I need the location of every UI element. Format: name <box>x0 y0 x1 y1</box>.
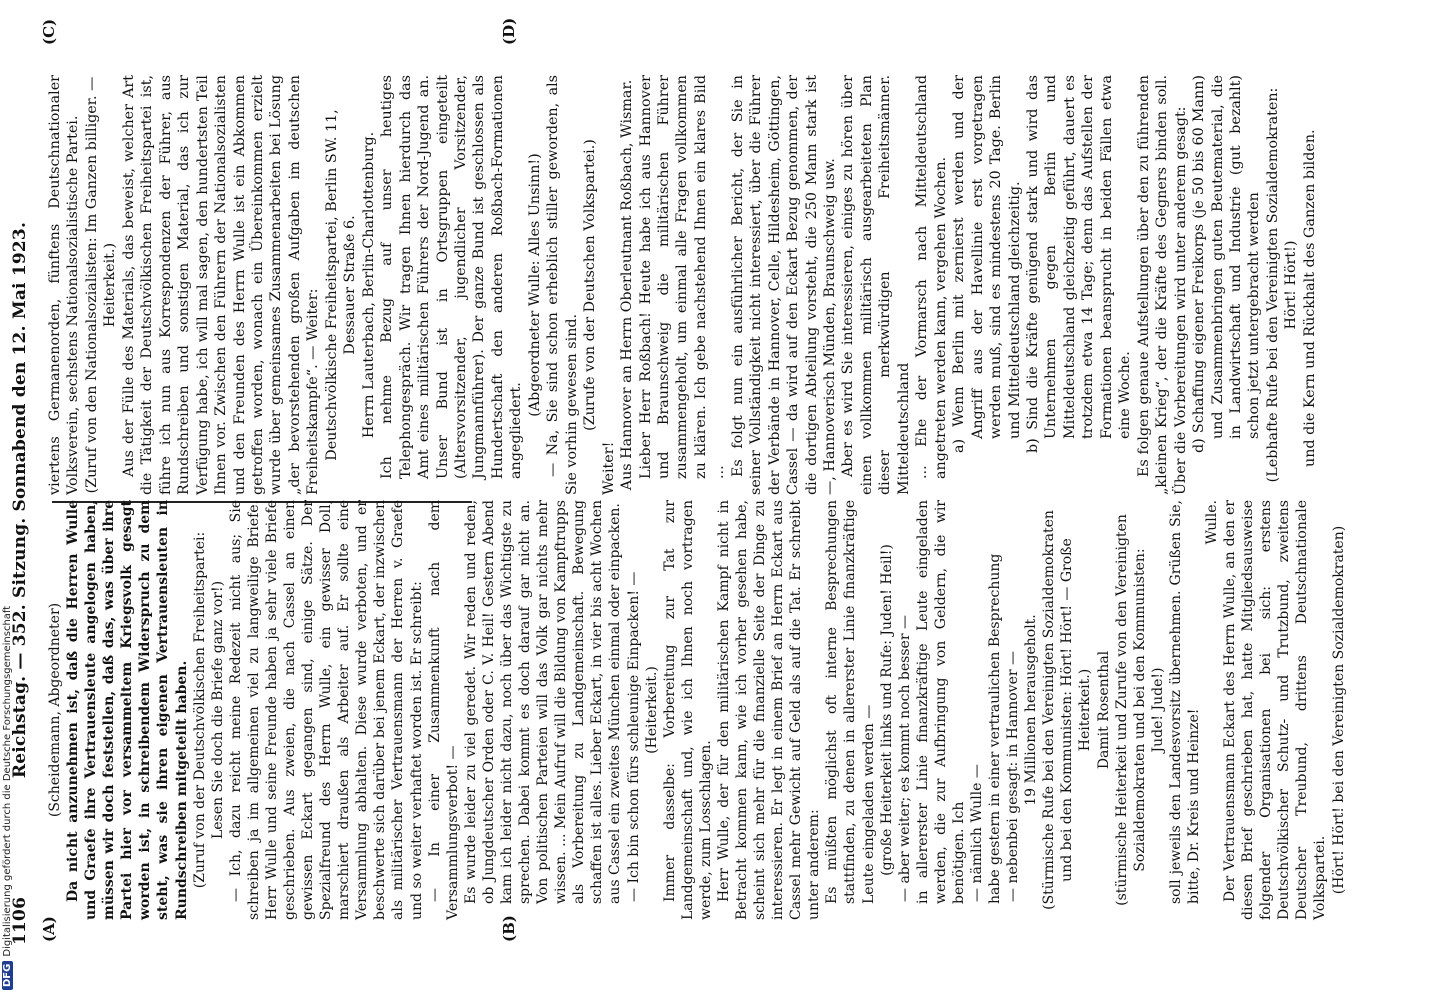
interjection: Lesen Sie doch die Briefe ganz vor!) <box>209 580 226 840</box>
speaker-line: (Scheidemann, Abgeordneter) <box>47 602 63 818</box>
paragraph: Aber es wird Sie interessieren, einiges zu hören über einen vollkommen militärisch ausgearbeiteten Plan dieser merkwürdigen Freiheitsmänner. Mitteldeutschland <box>840 75 912 495</box>
paragraph: — Ich, dazu reicht meine Redezeit nicht aus; Sie schreiben ja im allgemeinen viel zu langweilige Briefe. Herr Wulle und seine Freunde haben ja sehr viele Briefe geschrieben. Aus zweien, die nach Cassel an einen gewissen Eckart gegangen sind, einige Sätze. Der Spezialfreund des Herrn Wulle, ein gewisser Doll, marschiert draußen als Arbeiter auf. Er sollte eine Versammlung abhalten. Diese wurde verboten, und er beschwerte sich darüber bei jenem Eckart, der inzwischen als militärischer Vertrauensmann der Herren v. Graefe und so weiter verhaftet worden ist. Er schreibt: <box>227 500 425 920</box>
footer <box>2 0 16 990</box>
interjection: (Heiterkeit.) <box>643 666 660 754</box>
paragraph: und die Kern und Rückhalt des Ganzen bilden. <box>1301 129 1318 467</box>
paragraph: Es folgt nun ein ausführlicher Bericht, der Sie in seiner Vollständigkeit nicht interessiert, über die Führer der Verbände in Hannover, Celle, Hildesheim, Göttingen, Cassel — da wird auf den Eckart Bezug genommen, der die dortigen Abteilung vorsteht, die 250 Mann stark ist —, Hannoverisch Münden, Braunschweig usw. <box>729 75 839 495</box>
left-column <box>46 500 1348 920</box>
addressee: Aus Hannover an Herrn Oberleutnant Roßbach, Wismar. <box>619 79 636 491</box>
interjection: (Abgeordneter Wulle: Alles Unsinn!) <box>526 153 543 417</box>
interjection: (Stürmische Rufe bei den Vereinigten Sozialdemokraten und bei den Kommunisten: Hört! Hört! — Große Heiterkeit.) <box>1041 510 1094 910</box>
paragraph: — nebenbei gesagt: in Hannover — <box>1005 650 1022 902</box>
interjection: Jude! Jude!) <box>1149 667 1166 753</box>
paragraph: Immer dasselbe: Vorbereitung zur Tat zur Landgemeinschaft und, wie ich Ihnen noch vortragen werde, zum Losschlagen. <box>661 500 714 920</box>
margin-mark-a: (A) <box>40 916 58 942</box>
quote: Es wurde leider zu viel geredet. Wir reden und reden, ob Jungdeutscher Orden oder C. V. Heil! Gestern Abend kam ich leider nicht dazu, noch über das Wichtigste zu sprechen. Dabei kommt es doch darauf gar nicht an. Von politischen Parteien will das Volk gar nichts mehr wissen. ... Mein Aufruf will die Bildung von Kampftrupps als Vorbereitung zu Landgemeinschaft. Bewegung schaffen ist alles. Lieber Eckart, in vier bis acht Wochen aus Cassel ein zweites München einmal oder einpacken. <box>462 500 624 904</box>
quote: Lieber Herr Roßbach! Heute habe ich aus Hannover und Braunschweig die militärischen Führer zusammengeholt, um einmal alle Fragen vollkommen zu klären. Ich gebe nachstehend Ihnen ein klares Bild ... <box>637 75 728 479</box>
interjection: (Lebhafte Rufe bei den Vereinigten Sozialdemokraten: Hört! Hört!) <box>1264 87 1300 483</box>
paragraph: — In einer Zusammenkunft nach dem Versammlungsverbot! — <box>426 500 461 920</box>
margin-mark-c: (C) <box>40 18 58 45</box>
footer-text: Digitalisierung gefördert durch die Deutsche Forschungsgemeinschaft <box>2 605 13 957</box>
list-item: b) Sind die Kräfte genügend stark und wird das Unternehmen gegen Berlin und Mitteldeutschland gleichzeitig geführt, dauert es trotzdem etwa 14 Tage; denn das Aufstellen der Formationen beansprucht in beiden Fällen etwa eine Woche. <box>1025 75 1134 453</box>
paragraph: — Na, Sie sind schon erheblich stiller geworden, als Sie vorhin gewesen sind. <box>545 75 580 495</box>
page-title: Reichstag. — 352. Sitzung. Sonnabend den 12. Mai 1923. <box>10 221 30 779</box>
paragraph: Der Vertrauensmann Eckart des Herrn Wulle, an den er diesen Brief geschrieben hat, hatte Mitgliedsausweise folgender Organisationen bei sich: erstens Deutschvölkischer Schutz- und Trutzbund, zweitens Deutscher Treubund, drittens Deutschnationale Volkspartei. <box>1222 500 1329 920</box>
margin-mark-b: (B) <box>500 915 518 942</box>
interjection: (große Heiterkeit links und Rufe: Juden! Heil!) <box>878 544 895 876</box>
interjection: (Zurufe von der Deutschen Volkspartei.) <box>582 139 599 431</box>
paragraph: Aus der Fülle des Materials, das beweist, welcher Art die Tätigkeit der Deutschvölkischen Freiheitspartei ist, führe ich nun aus Korrespondenzen der Führer, aus Rundschreiben und sonstigen Material, das ich zur Verfügung habe, ich will mal sagen, den hundertsten Teil Ihnen vor. Zwischen den Führern der Nationalsozialisten und den Freunden des Herrn Wulle ist ein Abkommen getroffen worden, wonach ein Übereinkommen erzielt wurde über gemeinsames Zusammenarbeiten bei Lösung „der bevorstehenden großen Aufgaben im deutschen Freiheitskampfe“. — Weiter: <box>120 75 322 495</box>
quote: Ich nehme Bezug auf unser heutiges Telephongespräch. Wir tragen Ihnen hierdurch das Amt eines militärischen Führers der Nord-Jugend an. Unser Bund ist in Ortsgruppen eingeteilt (Altersvorsitzender, jugendlicher Vorsitzender, Jungmannführer). Der ganze Bund ist geschlossen als Hundertschaft den anderen Roßbach-Formationen angegliedert. <box>379 75 525 479</box>
paragraph: Es folgen genaue Aufstellungen über den zu führenden „kleinen Krieg“, der die Kräfte des Gegners binden soll. Über die Vorbereitungen wird unter anderem gesagt: <box>1135 75 1189 495</box>
margin-mark-d: (D) <box>500 17 518 45</box>
quote: in allererster Linie finanzkräftige Leute eingeladen werden, die zur Aufbringung von Geldern, die wir benötigen. Ich <box>914 500 967 904</box>
paragraph: — nämlich Wulle — <box>968 764 985 902</box>
paragraph: — Ich bin schon fürs schleunige Einpacken! — <box>625 571 642 902</box>
paragraph: — aber weiter; es kommt noch besser — <box>896 615 913 902</box>
right-column <box>46 75 1319 495</box>
quote: ... Ehe der Vormarsch nach Mitteldeutschland angetreten werden kann, vergehen Wochen. <box>914 75 949 479</box>
addressee: Herrn Lauterbach, Berlin-Charlottenburg. <box>360 131 377 439</box>
dfg-logo: DFG <box>2 961 13 990</box>
paragraph: viertens Germanenorden, fünftens Deutschnationaler Volksverein, sechstens Nationalsozialistische Partei. <box>47 75 82 495</box>
interjection: (Zuruf von den Nationalsozialisten: Im Ganzen billiger. — Heiterkeit.) <box>83 76 119 494</box>
quote: Damit Rosenthal <box>1095 650 1112 770</box>
quote: soll jeweils den Landesvorsitz übernehmen. Grüßen Sie, bitte, Dr. Kreis und Heinze! <box>1167 500 1202 904</box>
quote: habe gestern in einer vertraulichen Besprechung <box>987 553 1004 904</box>
paragraph: Herr Wulle, der für den militärischen Kampf nicht in Betracht kommen kann, wie ich vorher gesehen habe, scheint sich mehr für die finanzielle Seite der Dinge zu interessieren. Er legt in einem Brief an Herrn Eckart aus Cassel mehr Gewicht auf Geld als auf die Tat. Er schreibt unter anderem: <box>715 500 823 920</box>
interjection: (Hört! Hört! bei den Vereinigten Sozialdemokraten) <box>1330 525 1347 895</box>
page-number: 1106 <box>10 896 30 945</box>
list-item: d) Schaffung eigener Freikorps (je 50 bis 60 Mann) und Zusammenbringen guten Beutematerial, die in Landwirtschaft und Industrie (gut bezahlt) schon jetzt untergebracht werden <box>1191 75 1263 453</box>
interjection: (Zuruf von der Deutschvölkischen Freiheitspartei: <box>191 531 208 889</box>
quote: 19 Millionen herausgeholt. <box>1023 614 1040 806</box>
paragraph: Weiter! <box>600 441 617 495</box>
quote: Es müßten möglichst oft interne Besprechungen stattfinden, zu denen in allererster Linie finanzkräftige Leute eingeladen werden — <box>824 500 877 904</box>
letterhead: Deutschvölkische Freiheitspartei, Berlin SW. 11, Dessauer Straße 6. <box>323 109 359 461</box>
signature: Wulle. <box>1204 500 1220 545</box>
interjection: (stürmische Heiterkeit und Zurufe von den Vereinigten Sozialdemokraten und bei den Kommunisten: <box>1113 514 1148 906</box>
list-item: a) Wenn Berlin mit zernierst werden und der Angriff aus der Havellinie erst vorgetragen werden muß, sind es mindestens 20 Tage. Berlin und Mitteldeutschland gleichzeitig. <box>951 75 1023 453</box>
paragraph: Da nicht anzunehmen ist, daß die Herren Wulle und Graefe ihre Vertrauensleute angelogen haben, müssen wir doch feststellen, daß das, was über ihre Partei hier vor versammeltem Kriegsvolk gesagt worden ist, in schreibendem Widerspruch zu dem steht, was sie ihren eigenen Vertrauensleuten in Rundschreiben mitgeteilt haben. <box>65 500 190 920</box>
